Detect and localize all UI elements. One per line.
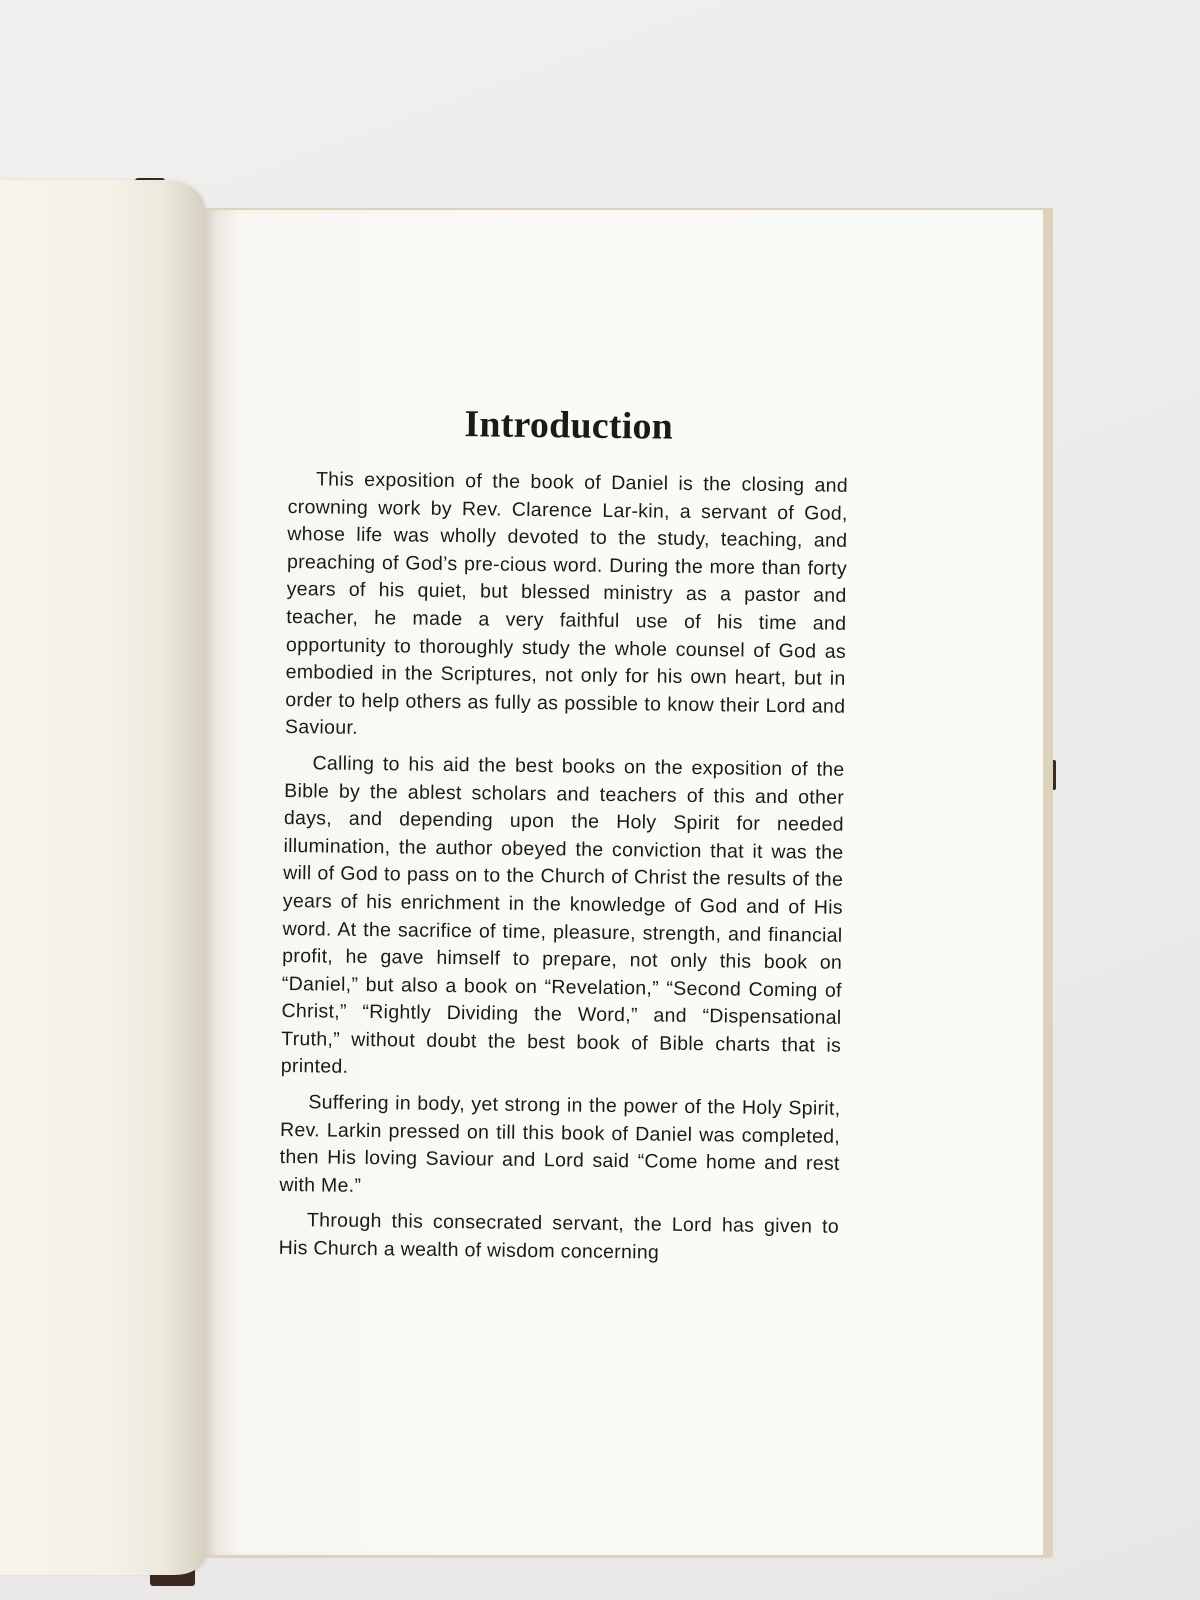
- left-page: [0, 180, 205, 1575]
- right-page: [205, 210, 1043, 1555]
- paragraph: This exposition of the book of Daniel is the closing and crowning work by Rev. Clarence Lar-kin, a servant of God, whose life was wholly devoted to the study, teaching, and preaching of God’s pre-cious word. During the more than forty years of his quiet, but blessed ministry as a pastor and teacher, he made a very faithful use of his time and opportunity to thoroughly study the whole counsel of God as embodied in the Scriptures, not only for his own heart, but in order to help others as fully as possible to know their Lord and Saviour.: [284, 468, 849, 740]
- paragraph: Suffering in body, yet strong in the power of the Holy Spirit, Rev. Larkin pressed on till this book of Daniel was completed, then His loving Saviour and Lord said “Come home and rest with Me.”: [279, 1091, 841, 1197]
- page-title: Introduction: [464, 403, 674, 448]
- paragraph: Calling to his aid the best books on the exposition of the Bible by the ablest scholars and teachers of this and other days, and depending upon the Holy Spirit for needed illumination, the author obeyed the conviction that it was the will of God to pass on to the Church of Christ the results of the years of his enrichment in the knowledge of God and of His word. At the sacrifice of time, pleasure, strength, and financial profit, he gave himself to prepare, not only this book on “Daniel,” but also a book on “Revelation,” “Second Coming of Christ,” “Rightly Dividing the Word,” and “Dispensational Truth,” without doubt the best book of Bible charts that is printed.: [280, 752, 845, 1079]
- paragraph: Through this consecrated servant, the Lord has given to His Church a wealth of wisdom concerning: [278, 1209, 840, 1264]
- text-block: [278, 400, 849, 1277]
